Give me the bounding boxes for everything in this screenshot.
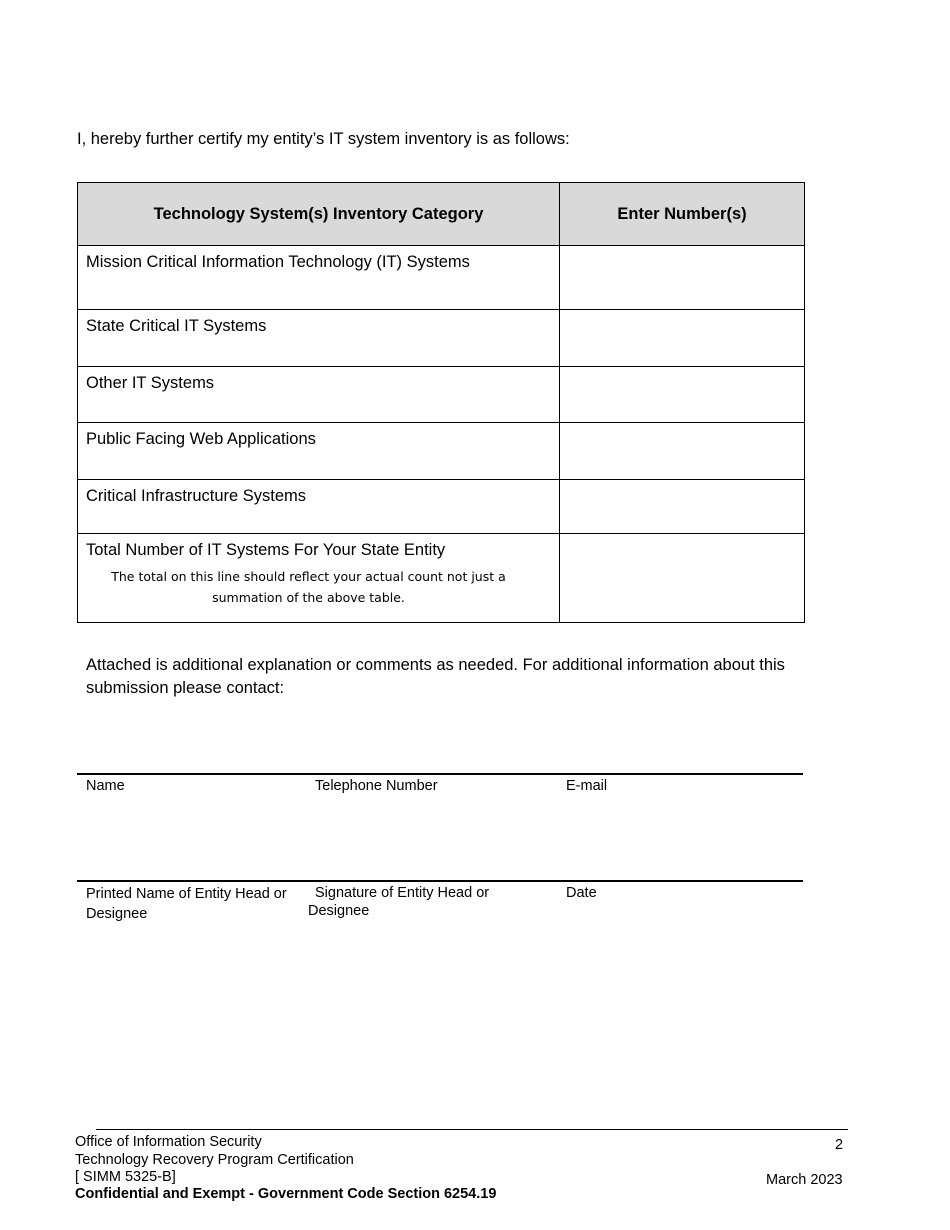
row-category-public-web: Public Facing Web Applications (78, 423, 560, 480)
row-category-critical-infrastructure: Critical Infrastructure Systems (78, 480, 560, 534)
footer-simm: [ SIMM 5325-B] (75, 1169, 176, 1185)
contact-signature-line (77, 773, 803, 775)
footer-date: March 2023 (766, 1172, 843, 1188)
page-number: 2 (835, 1137, 844, 1153)
table-row (78, 246, 805, 310)
footer-office: Office of Information Security (75, 1134, 262, 1150)
row-number-input-total[interactable] (560, 534, 805, 623)
name-label: Name (86, 778, 125, 794)
footer-confidential: Confidential and Exempt - Government Code Section 6254.19 (75, 1186, 497, 1202)
email-label: E-mail (566, 778, 608, 794)
table-row (78, 423, 805, 480)
table-row (78, 480, 805, 534)
row-number-input[interactable] (560, 423, 805, 480)
date-label: Date (566, 885, 597, 901)
footer-divider (96, 1129, 848, 1130)
printed-name-label: Printed Name of Entity Head or Designee (86, 886, 287, 922)
row-category-other-it: Other IT Systems (78, 367, 560, 423)
intro-text: I, hereby further certify my entity’s IT system inventory is as follows: (77, 130, 570, 148)
row-category-mission-critical: Mission Critical Information Technology (IT) Systems (78, 246, 560, 310)
table-row (78, 367, 805, 423)
row-number-input[interactable] (560, 310, 805, 367)
total-label: Total Number of IT Systems For Your State Entity (86, 541, 446, 559)
row-number-input[interactable] (560, 246, 805, 310)
header-enter-numbers: Enter Number(s) (560, 183, 805, 246)
table-header-row (78, 183, 805, 246)
row-number-input[interactable] (560, 480, 805, 534)
contact-paragraph: Attached is additional explanation or comments as needed. For additional information about this submission please contact: (86, 656, 785, 697)
row-category-total (78, 534, 560, 623)
table-row (78, 310, 805, 367)
row-number-input[interactable] (560, 367, 805, 423)
header-category: Technology System(s) Inventory Category (78, 183, 560, 246)
telephone-label: Telephone Number (315, 778, 438, 794)
table-row-total (78, 534, 805, 623)
footer-program: Technology Recovery Program Certification (75, 1152, 354, 1168)
row-category-state-critical: State Critical IT Systems (78, 310, 560, 367)
signature-label: Signature of Entity Head or Designee (308, 885, 490, 919)
total-note: The total on this line should reflect your actual count not just a summation of the above table. (111, 569, 506, 605)
entity-head-signature-line (77, 880, 803, 882)
inventory-table (77, 182, 805, 623)
